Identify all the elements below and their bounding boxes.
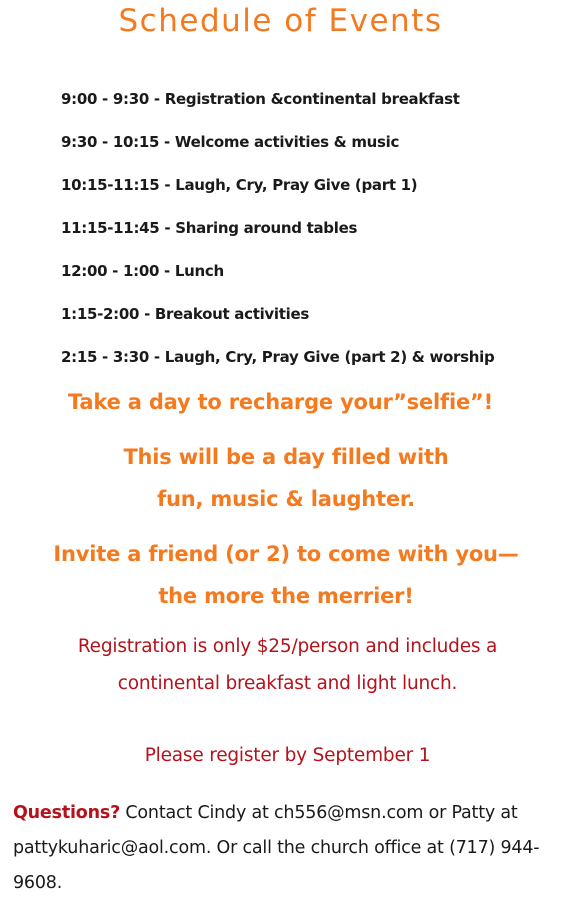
contact-info [13,796,568,901]
schedule-item: 12:00 - 1:00 - Lunch [61,262,224,280]
page-title: Schedule of Events [118,3,443,39]
registration-deadline: Please register by September 1 [144,745,431,766]
recharge-tagline: Take a day to recharge your”selfie”! [68,390,493,414]
schedule-item: 9:30 - 10:15 - Welcome activities & music [61,133,400,151]
schedule-item: 1:15-2:00 - Breakout activities [61,305,309,323]
questions-label: Questions? [13,803,121,823]
day-tagline-line2: fun, music & laughter. [157,487,415,511]
day-tagline-line1: This will be a day filled with [123,445,449,469]
registration-line1: Registration is only $25/person and includes a [77,636,498,657]
schedule-list [61,78,494,379]
invite-tagline-line2: the more the merrier! [158,584,414,608]
schedule-item: 10:15-11:15 - Laugh, Cry, Pray Give (part 1) [61,176,418,194]
invite-tagline-line1: Invite a friend (or 2) to come with you— [53,542,519,566]
schedule-item: 2:15 - 3:30 - Laugh, Cry, Pray Give (part 2) & worship [61,348,495,366]
registration-line2: continental breakfast and light lunch. [117,673,458,694]
contact-text: Contact Cindy at ch556@msn.com or Patty at pattykuharic@aol.com. Or call the church office at (717) 944-9608. [13,803,540,893]
schedule-item: 9:00 - 9:30 - Registration &continental breakfast [61,90,460,108]
schedule-item: 11:15-11:45 - Sharing around tables [61,219,358,237]
